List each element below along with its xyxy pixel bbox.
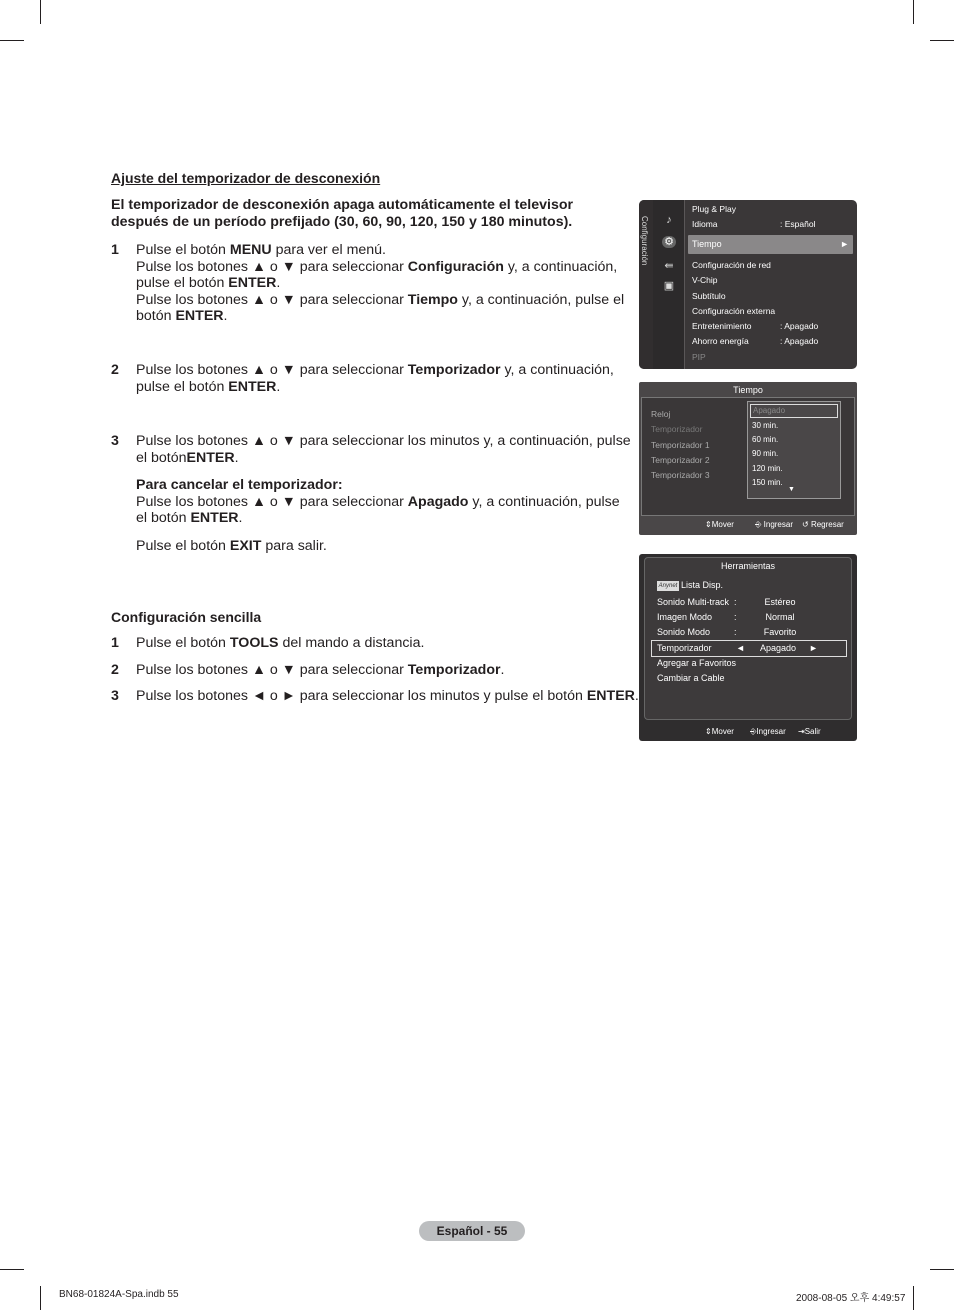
instruction-line: Pulse los botones ▲ o ▼ para seleccionar los minutos y, a continuación, pulse el botónENTER. — [136, 433, 631, 466]
instruction-line: Pulse los botones ▲ o ▼ para seleccionar Configuración y, a continuación, pulse el botón ENTER. — [136, 258, 618, 292]
crop-mark — [930, 40, 954, 41]
crop-mark — [0, 40, 24, 41]
updown-icon: ⇕ — [705, 727, 712, 736]
cancel-heading: Para cancelar el temporizador: — [136, 477, 343, 494]
footer-return: ↺ Regresar — [802, 520, 844, 529]
cancel-text: Pulse los botones ▲ o ▼ para seleccionar Apagado y, a continuación, pulse el botón ENTER. — [136, 493, 620, 527]
tools-panel — [644, 557, 852, 720]
gear-icon[interactable]: ⚙ — [662, 236, 676, 248]
step-number: 2 — [111, 662, 119, 678]
scroll-down-icon[interactable]: ▼ — [788, 486, 795, 493]
step-number: 1 — [111, 635, 119, 651]
footer-enter: ⎆Ingresar — [750, 727, 786, 736]
dropdown-option-selected[interactable]: Apagado — [750, 404, 838, 418]
screen-title: Tiempo — [733, 385, 763, 395]
section-title: Ajuste del temporizador de desconexión — [111, 170, 381, 186]
tools-row[interactable]: Sonido Multi-track : Estéreo — [657, 597, 796, 607]
menu-icon-column — [653, 200, 685, 369]
screen-title: Herramientas — [720, 561, 776, 571]
instruction-line: Pulse los botones ▲ o ▼ para seleccionar Temporizador y, a continuación, pulse el botón ENTER. — [136, 362, 614, 395]
sleep-timer-label[interactable]: Temporizador — [651, 424, 703, 434]
step-number: 1 — [111, 242, 119, 258]
timer-1-label[interactable]: Temporizador 1 — [651, 440, 710, 450]
easy-step-2 — [111, 662, 631, 679]
easy-step-3 — [111, 688, 641, 705]
dropdown-option[interactable]: 120 min. — [752, 464, 783, 473]
arrow-right-icon: ► — [809, 643, 818, 653]
print-timestamp: 2008-08-05 오후 4:49:57 — [796, 1293, 906, 1304]
menu-item-vchip[interactable]: V-Chip — [692, 275, 718, 285]
step-2 — [111, 362, 631, 395]
footer-move: ⇕Mover — [705, 727, 734, 736]
rail-label: Configuración — [640, 216, 649, 266]
easy-setup-title: Configuración sencilla — [111, 609, 262, 625]
crop-mark — [913, 1286, 914, 1310]
dropdown-option[interactable]: 30 min. — [752, 421, 779, 430]
footer-enter: ⎆ Ingresar — [755, 520, 793, 529]
menu-item-language[interactable]: Idioma : Español — [692, 219, 816, 229]
crop-mark — [930, 1269, 954, 1270]
tools-row[interactable]: Imagen Modo : Normal — [657, 612, 795, 622]
menu-item-energy[interactable]: Ahorro energía : Apagado — [692, 336, 819, 346]
arrow-left-icon: ◄ — [736, 643, 745, 653]
step-number: 2 — [111, 362, 119, 378]
print-file-info: BN68-01824A-Spa.indb 55 — [59, 1289, 179, 1300]
instruction-line: Pulse el botón TOOLS del mando a distancia. — [136, 635, 425, 651]
menu-item-network[interactable]: Configuración de red — [692, 260, 771, 270]
enter-icon: ⎆ — [750, 727, 757, 736]
menu-item-external[interactable]: Configuración externa — [692, 306, 776, 316]
crop-mark — [40, 0, 41, 24]
menu-item-time[interactable]: Tiempo ► — [688, 235, 853, 254]
crop-mark — [40, 1286, 41, 1310]
application-icon[interactable]: ▣ — [663, 280, 675, 292]
dropdown-option[interactable]: 60 min. — [752, 435, 779, 444]
instruction-line: Pulse los botones ▲ o ▼ para seleccionar Temporizador. — [136, 662, 505, 678]
menu-item-plug-play[interactable]: Plug & Play — [692, 204, 736, 214]
footer-exit: ⇥Salir — [798, 727, 821, 736]
return-icon: ↺ — [802, 520, 809, 529]
instruction-line: Pulse el botón MENU para ver el menú. — [136, 242, 387, 258]
enter-icon: ⎆ — [755, 520, 762, 529]
switch-cable-item[interactable]: Cambiar a Cable — [657, 673, 725, 683]
menu-item-pip: PIP — [692, 352, 706, 362]
intro-text: El temporizador de desconexión apaga automáticamente el televisor después de un período prefijado (30, 60, 90, 120, 150 y 180 minutos). — [111, 197, 574, 230]
timer-2-label[interactable]: Temporizador 2 — [651, 455, 710, 465]
easy-step-1 — [111, 635, 631, 652]
updown-icon: ⇕ — [705, 520, 712, 529]
device-list-item[interactable]: Anynet Lista Disp. — [658, 580, 724, 590]
exit-text: Pulse el botón EXIT para salir. — [136, 537, 327, 554]
step-3 — [111, 433, 631, 555]
crop-mark — [913, 0, 914, 24]
sleep-timer-row[interactable]: Temporizador ◄ Apagado ► — [651, 640, 847, 657]
dropdown-option[interactable]: 150 min. — [752, 478, 783, 487]
clock-label[interactable]: Reloj — [651, 409, 671, 419]
menu-item-caption[interactable]: Subtítulo — [692, 291, 726, 301]
step-number: 3 — [111, 433, 119, 449]
footer-move: ⇕Mover — [705, 520, 734, 529]
dropdown-option[interactable]: 90 min. — [752, 449, 779, 458]
setup-menu-screen — [639, 200, 857, 369]
tools-row[interactable]: Sonido Modo : Favorito — [657, 627, 797, 637]
input-icon[interactable]: ⇚ — [664, 260, 674, 272]
minutes-dropdown[interactable] — [747, 401, 841, 499]
add-favorites-item[interactable]: Agregar a Favoritos — [657, 658, 737, 668]
sound-icon[interactable]: ♪ — [666, 214, 672, 226]
anynet-logo: Anynet — [658, 582, 678, 589]
menu-item-entertainment[interactable]: Entretenimiento : Apagado — [692, 321, 819, 331]
exit-icon: ⇥ — [798, 727, 805, 736]
timer-3-label[interactable]: Temporizador 3 — [651, 470, 710, 480]
instruction-line: Pulse los botones ▲ o ▼ para seleccionar Tiempo y, a continuación, pulse el botón ENTER. — [136, 291, 625, 325]
time-panel — [641, 397, 855, 516]
arrow-right-icon: ► — [840, 239, 849, 249]
crop-mark — [0, 1269, 24, 1270]
time-menu-screen — [639, 382, 857, 535]
tools-menu-screen — [639, 554, 857, 741]
step-number: 3 — [111, 688, 119, 704]
page-number: Español - 55 — [419, 1221, 525, 1241]
step-1 — [111, 242, 631, 325]
instruction-line: Pulse los botones ◄ o ► para seleccionar los minutos y pulse el botón ENTER. — [136, 688, 639, 704]
menu-rail — [639, 200, 653, 369]
